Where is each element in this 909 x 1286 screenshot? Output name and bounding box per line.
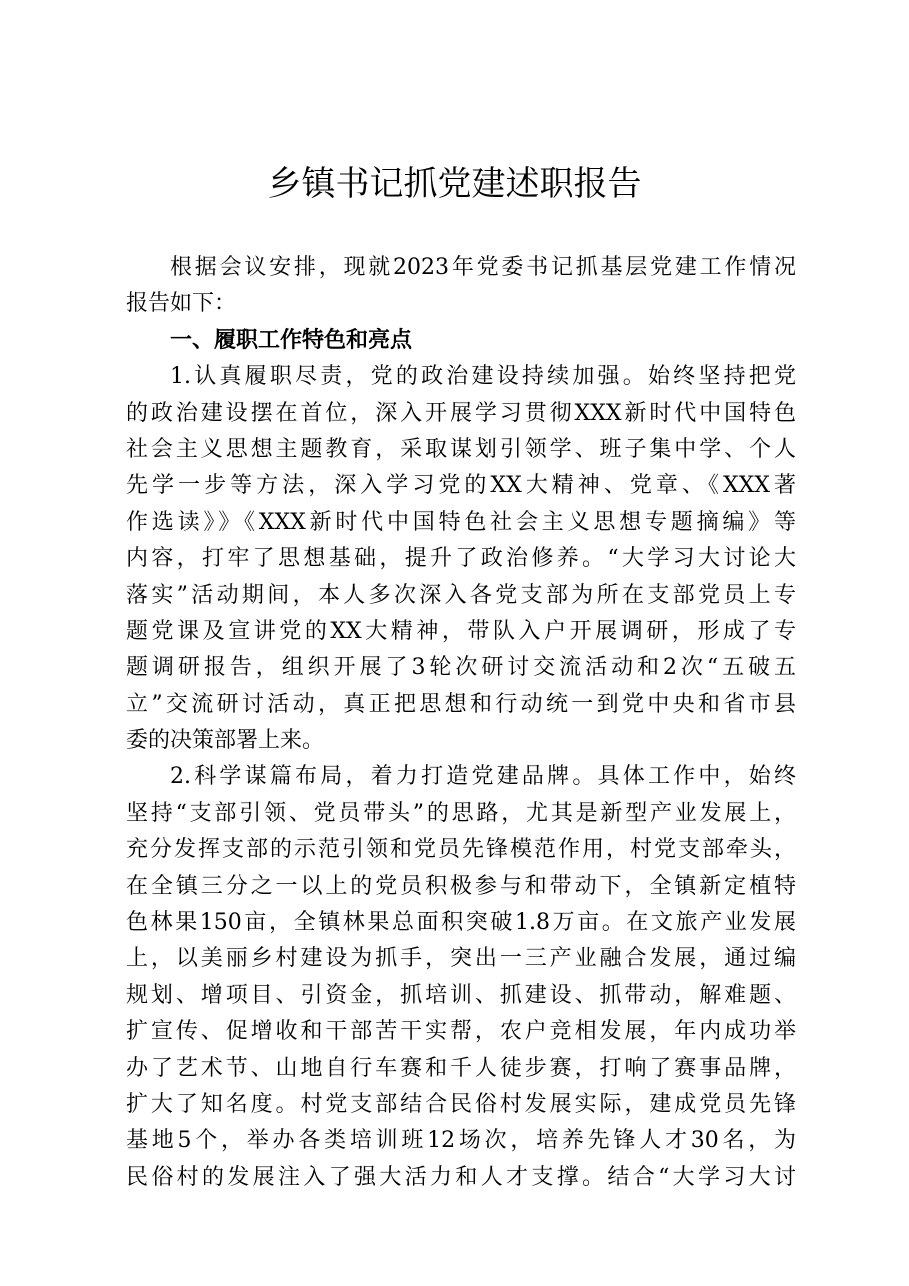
section-heading: 一、履职工作特色和亮点 xyxy=(170,327,413,353)
paragraph-line: 办了艺术节、山地自行车赛和千人徒步赛，打响了赛事品牌， xyxy=(126,1055,796,1081)
paragraph-line: 立”交流研讨活动，真正把思想和行动统一到党中央和省市县 xyxy=(126,691,796,717)
paragraph-line: 题调研报告，组织开展了3轮次研讨交流活动和2次“五破五 xyxy=(126,655,796,681)
paragraph-line: 的政治建设摆在首位，深入开展学习贯彻XXX新时代中国特色 xyxy=(126,400,796,426)
paragraph-line: 内容，打牢了思想基础，提升了政治修养。“大学习大讨论大 xyxy=(126,546,796,572)
paragraph-line: 作选读》》《XXX新时代中国特色社会主义思想专题摘编》等 xyxy=(126,509,796,535)
document-body xyxy=(126,250,796,1196)
document-title: 乡镇书记抓党建述职报告 xyxy=(267,164,642,204)
paragraph-line: 在全镇三分之一以上的党员积极参与和带动下，全镇新定植特 xyxy=(126,873,796,899)
paragraph-line: 根据会议安排，现就2023年党委书记抓基层党建工作情况 xyxy=(170,255,796,280)
paragraph-line: 民俗村的发展注入了强大活力和人才支撑。结合“大学习大讨 xyxy=(126,1164,796,1190)
paragraph-line: 委的决策部署上来。 xyxy=(126,728,325,754)
paragraph-line: 先学一步等方法，深入学习党的XX大精神、党章、《XXX著 xyxy=(126,473,796,499)
paragraph-line: 题党课及宣讲党的XX大精神，带队入户开展调研，形成了专 xyxy=(126,618,796,644)
paragraph-line: 基地5个，举办各类培训班12场次，培养先锋人才30名，为 xyxy=(126,1128,796,1154)
paragraph-line: 社会主义思想主题教育，采取谋划引领学、班子集中学、个人 xyxy=(126,436,796,462)
paragraph-line: 2.科学谋篇布局，着力打造党建品牌。具体工作中，始终 xyxy=(170,764,796,790)
paragraph-line: 报告如下： xyxy=(126,291,237,317)
paragraph-line: 规划、增项目、引资金，抓培训、抓建设、抓带动，解难题、 xyxy=(126,982,796,1008)
paragraph-line: 坚持“支部引领、党员带头”的思路，尤其是新型产业发展上， xyxy=(126,800,796,826)
paragraph-line: 落实”活动期间，本人多次深入各党支部为所在支部党员上专 xyxy=(126,582,796,608)
paragraph-line: 扩宣传、促增收和干部苦干实帮，农户竞相发展，年内成功举 xyxy=(126,1019,796,1045)
paragraph-line: 色林果150亩，全镇林果总面积突破1.8万亩。在文旅产业发展 xyxy=(126,910,796,936)
paragraph-line: 1.认真履职尽责，党的政治建设持续加强。始终坚持把党 xyxy=(170,364,796,390)
paragraph-line: 上，以美丽乡村建设为抓手，突出一三产业融合发展，通过编 xyxy=(126,946,796,972)
paragraph-line: 扩大了知名度。村党支部结合民俗村发展实际，建成党员先锋 xyxy=(126,1091,796,1117)
paragraph-line: 充分发挥支部的示范引领和党员先锋模范作用，村党支部牵头， xyxy=(126,837,796,863)
